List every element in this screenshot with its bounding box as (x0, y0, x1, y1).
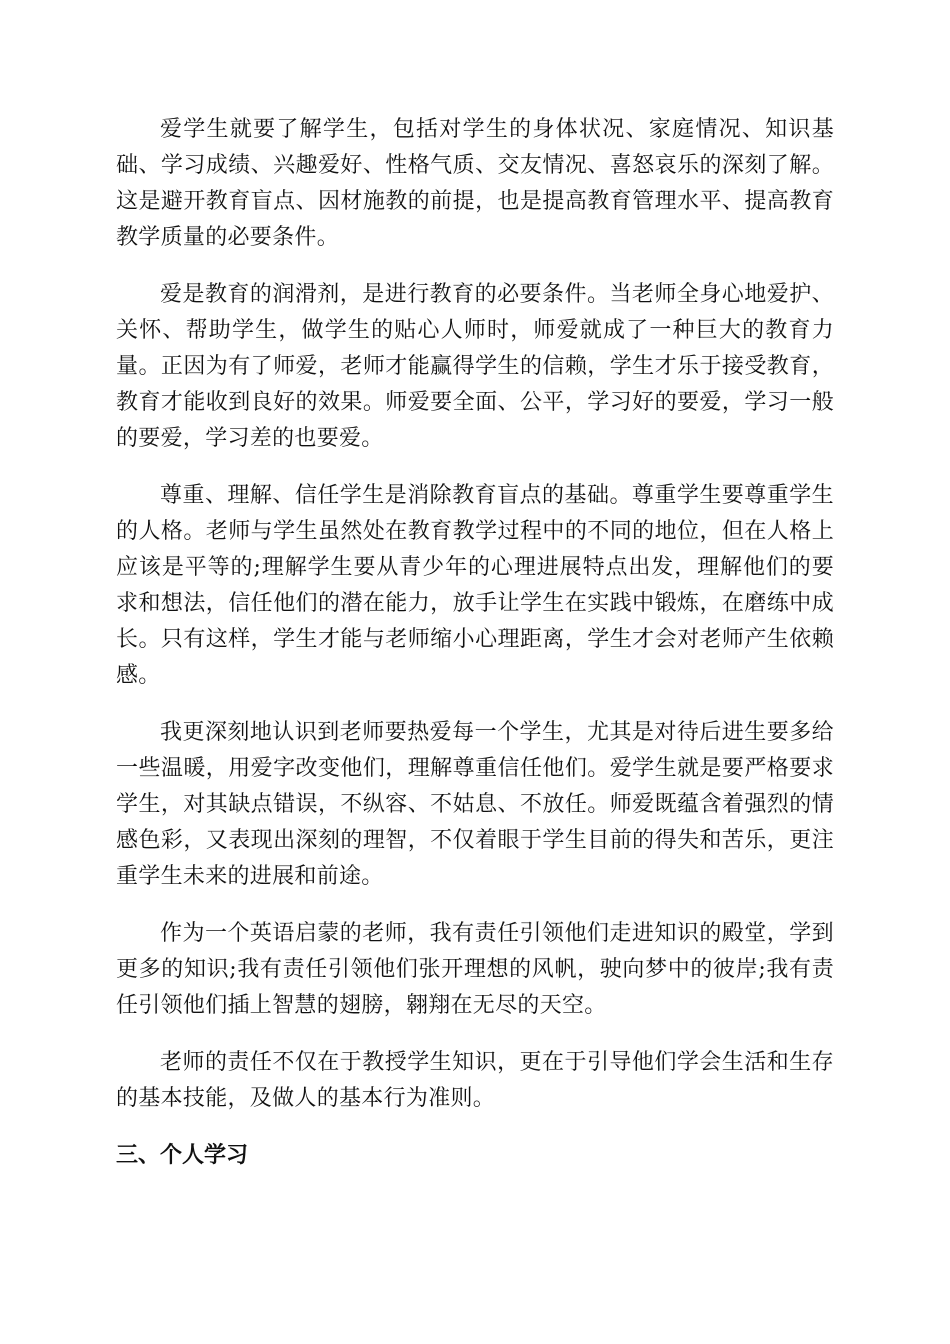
paragraph-3: 尊重、理解、信任学生是消除教育盲点的基础。尊重学生要尊重学生的人格。老师与学生虽然处在教育教学过程中的不同的地位，但在人格上应该是平等的;理解学生要从青少年的心理进展特点出发，理解他们的要求和想法，信任他们的潜在能力，放手让学生在实践中锻炼，在磨练中成长。只有这样，学生才能与老师缩小心理距离，学生才会对老师产生依赖感。 (116, 483, 834, 688)
paragraph-5: 作为一个英语启蒙的老师，我有责任引领他们走进知识的殿堂，学到更多的知识;我有责任引领他们张开理想的风帆，驶向梦中的彼岸;我有责任引领他们插上智慧的翅膀，翱翔在无尽的天空。 (116, 921, 834, 1018)
paragraph-4: 我更深刻地认识到老师要热爱每一个学生，尤其是对待后进生要多给一些温暖，用爱字改变他们，理解尊重信任他们。爱学生就是要严格要求学生，对其缺点错误，不纵容、不姑息、不放任。师爱既蕴含着强烈的情感色彩，又表现出深刻的理智，不仅着眼于学生目前的得失和苦乐，更注重学生未来的进展和前途。 (116, 720, 834, 889)
document-page (116, 112, 834, 1174)
section-heading: 三、个人学习 (116, 1143, 249, 1168)
paragraph-1: 爱学生就要了解学生，包括对学生的身体状况、家庭情况、知识基础、学习成绩、兴趣爱好、性格气质、交友情况、喜怒哀乐的深刻了解。这是避开教育盲点、因材施教的前提，也是提高教育管理水平、提高教育教学质量的必要条件。 (116, 117, 834, 250)
paragraph-2: 爱是教育的润滑剂，是进行教育的必要条件。当老师全身心地爱护、关怀、帮助学生，做学生的贴心人师时，师爱就成了一种巨大的教育力量。正因为有了师爱，老师才能赢得学生的信赖，学生才乐于接受教育，教育才能收到良好的效果。师爱要全面、公平，学习好的要爱，学习一般的要爱，学习差的也要爱。 (116, 282, 834, 451)
paragraph-6: 老师的责任不仅在于教授学生知识，更在于引导他们学会生活和生存的基本技能，及做人的基本行为准则。 (116, 1050, 834, 1111)
